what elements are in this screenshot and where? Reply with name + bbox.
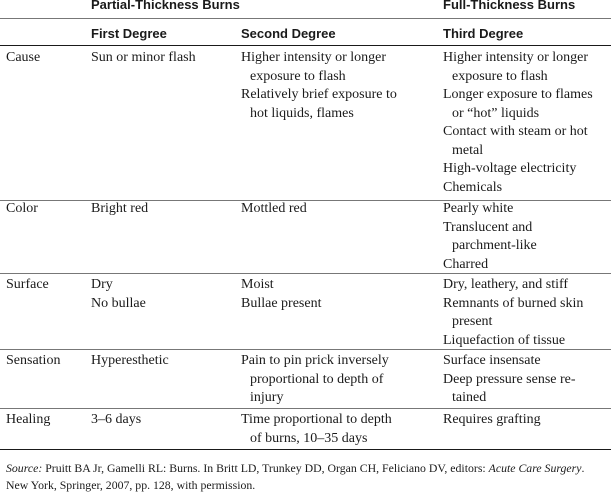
cell-line: Longer exposure to flames — [443, 87, 593, 102]
cell-line: Mottled red — [241, 201, 307, 216]
cell-line: High-voltage electricity — [443, 161, 577, 176]
cell-line: Bright red — [91, 201, 149, 216]
cell-line: Dry — [91, 277, 113, 292]
source-text: Pruitt BA Jr, Gamelli RL: Burns. In Britt LD, Trunkey DD, Organ CH, Feliciano DV, editors: — [42, 461, 489, 475]
cell-sensation-third — [443, 352, 576, 408]
row-divider — [0, 408, 611, 409]
cell-line: Charred — [443, 256, 489, 272]
row-label-healing: Healing — [6, 412, 51, 427]
header-rule — [0, 45, 611, 46]
cell-line: Surface insensate — [443, 353, 541, 368]
cell-line: Hyperesthetic — [91, 353, 169, 368]
cell-line: hot liquids, flames — [250, 105, 354, 121]
cell-line: Pearly white — [443, 201, 514, 216]
cell-line: Time proportional to depth — [241, 412, 392, 427]
cell-line: Chemicals — [443, 179, 503, 195]
cell-color-third — [443, 200, 537, 274]
group-underline — [0, 18, 611, 19]
cell-line: Higher intensity or longer — [241, 50, 387, 65]
cell-line: Translucent and — [443, 219, 533, 235]
source-footnote — [6, 460, 606, 494]
cell-cause-third — [443, 49, 593, 197]
cell-line: exposure to flash — [452, 68, 548, 84]
source-label: Source: — [6, 461, 43, 475]
cell-cause-first — [91, 49, 196, 68]
cell-cause-second — [241, 49, 397, 123]
cell-line: Sun or minor flash — [91, 50, 196, 65]
cell-line: Higher intensity or longer — [443, 50, 589, 65]
cell-color-second — [241, 200, 307, 219]
cell-line: of burns, 10–35 days — [250, 430, 368, 446]
group-header-partial-thickness: Partial-Thickness Burns — [91, 0, 240, 12]
cell-healing-second — [241, 411, 392, 448]
cell-sensation-second — [241, 352, 389, 408]
source-text-end: . New York, Springer, 2007, pp. 128, with permission. — [6, 461, 585, 492]
cell-surface-third — [443, 276, 583, 350]
row-label-cause: Cause — [6, 50, 41, 65]
cell-line: Pain to pin prick inversely — [241, 353, 389, 368]
source-book-title: Acute Care Surgery — [488, 461, 582, 475]
cell-line: Relatively brief exposure to — [241, 87, 397, 102]
column-header-first-degree: First Degree — [91, 26, 167, 41]
cell-line: Requires grafting — [443, 412, 541, 427]
cell-line: Remnants of burned skin — [443, 295, 584, 311]
cell-line: No bullae — [91, 295, 146, 311]
cell-line: present — [452, 314, 493, 329]
cell-line: tained — [452, 390, 487, 405]
cell-line: Bullae present — [241, 295, 322, 311]
cell-surface-first — [91, 276, 146, 313]
row-label-surface: Surface — [6, 277, 49, 292]
column-header-second-degree: Second Degree — [241, 26, 336, 41]
cell-healing-third — [443, 411, 541, 430]
cell-line: Deep pressure sense re- — [443, 371, 576, 387]
cell-line: Liquefaction of tissue — [443, 332, 566, 348]
cell-line: metal — [452, 142, 484, 158]
cell-surface-second — [241, 276, 321, 313]
table-bottom-rule — [0, 449, 611, 450]
cell-line: parchment-like — [452, 238, 537, 253]
cell-line: proportional to depth of — [250, 371, 384, 387]
cell-line: Moist — [241, 277, 274, 292]
row-label-sensation: Sensation — [6, 353, 61, 368]
cell-line: or “hot” liquids — [452, 105, 540, 121]
cell-line: exposure to flash — [250, 68, 346, 84]
cell-line: 3–6 days — [91, 412, 142, 427]
cell-color-first — [91, 200, 148, 219]
group-header-full-thickness: Full-Thickness Burns — [443, 0, 576, 12]
cell-healing-first — [91, 411, 141, 430]
cell-sensation-first — [91, 352, 169, 371]
column-header-third-degree: Third Degree — [443, 26, 524, 41]
cell-line: injury — [250, 390, 284, 405]
cell-line: Contact with steam or hot — [443, 124, 588, 139]
cell-line: Dry, leathery, and stiff — [443, 277, 569, 292]
row-label-color: Color — [6, 201, 38, 216]
